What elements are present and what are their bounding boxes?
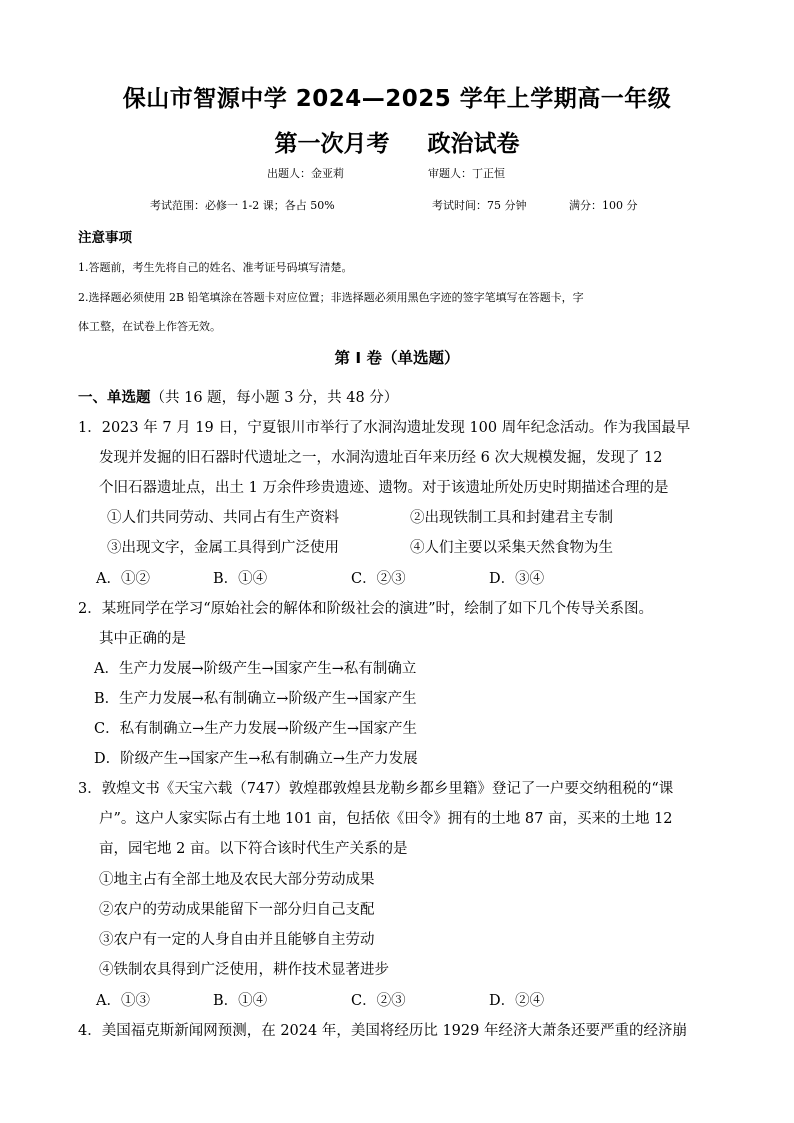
exam-score: 满分：100 分 bbox=[569, 199, 638, 212]
exam-scope: 考试范围：必修一 1-2 课；各占 50% bbox=[150, 199, 335, 212]
q3-option-b: B．①④ bbox=[213, 993, 268, 1009]
notice-item-1: 1.答题前，考生先将自己的姓名、准考证号码填写清楚。 bbox=[78, 261, 353, 274]
q3-statement-4: ④铁制农具得到广泛使用，耕作技术显著进步 bbox=[99, 962, 389, 978]
q3-stem-line-2: 户”。这户人家实际占有土地 101 亩，包括依《田令》拥有的土地 87 亩，买来的土地 12 bbox=[99, 811, 673, 827]
q2-stem-line-2: 其中正确的是 bbox=[99, 631, 186, 647]
notice-item-2-line-2: 体工整，在试卷上作答无效。 bbox=[78, 320, 221, 333]
exam-subtitle-left: 第一次月考 bbox=[274, 131, 390, 157]
exam-subtitle-right: 政治试卷 bbox=[427, 131, 520, 157]
q2-option-c: C．私有制确立→生产力发展→阶级产生→国家产生 bbox=[94, 721, 418, 737]
q1-statement-4: ④人们主要以采集天然食物为生 bbox=[410, 540, 613, 556]
q1-option-d: D．③④ bbox=[489, 571, 545, 587]
part-heading bbox=[78, 386, 398, 407]
q1-option-c: C．②③ bbox=[351, 571, 406, 587]
q3-statement-3: ③农户有一定的人身自由并且能够自主劳动 bbox=[99, 932, 375, 948]
notice-heading: 注意事项 bbox=[78, 230, 132, 246]
reviewer-label: 审题人：丁正恒 bbox=[428, 167, 505, 180]
q1-stem-line-3: 个旧石器遗址点，出土 1 万余件珍贵遗迹、遗物。对于该遗址所处历史时期描述合理的是 bbox=[99, 480, 669, 496]
q3-stem-line-1: 3．敦煌文书《天宝六载（747）敦煌郡敦煌县龙勒乡都乡里籍》登记了一户要交纳租税的“课 bbox=[78, 781, 674, 797]
q2-option-a: A．生产力发展→阶级产生→国家产生→私有制确立 bbox=[94, 661, 417, 677]
q3-option-c: C．②③ bbox=[351, 993, 406, 1009]
q3-stem-line-3: 亩，园宅地 2 亩。以下符合该时代生产关系的是 bbox=[99, 841, 408, 857]
setter-label: 出题人：金亚莉 bbox=[267, 167, 344, 180]
notice-item-2-line-1: 2.选择题必须使用 2B 铅笔填涂在答题卡对应位置；非选择题必须用黑色字迹的签字笔填写在答题卡，字 bbox=[78, 291, 584, 304]
exam-time: 考试时间：75 分钟 bbox=[432, 199, 527, 212]
q1-option-b: B．①④ bbox=[213, 571, 268, 587]
q1-statement-3: ③出现文字，金属工具得到广泛使用 bbox=[107, 540, 339, 556]
q3-option-d: D．②④ bbox=[489, 993, 545, 1009]
q1-statement-1: ①人们共同劳动、共同占有生产资料 bbox=[107, 510, 339, 526]
section-title: 第 I 卷（单选题） bbox=[334, 349, 460, 367]
exam-subtitle bbox=[0, 125, 794, 158]
exam-title: 保山市智源中学 2024—2025 学年上学期高一年级 bbox=[122, 86, 672, 112]
q1-stem-line-2: 发现并发掘的旧石器时代遗址之一，水洞沟遗址百年来历经 6 次大规模发掘，发现了 12 bbox=[99, 450, 663, 466]
part-label: 一、单选题 bbox=[78, 390, 151, 406]
q3-option-a: A．①③ bbox=[96, 993, 150, 1009]
q2-option-b: B．生产力发展→私有制确立→阶级产生→国家产生 bbox=[94, 691, 417, 707]
q3-statement-2: ②农户的劳动成果能留下一部分归自己支配 bbox=[99, 902, 375, 918]
q1-option-a: A．①② bbox=[96, 571, 150, 587]
q1-stem-line-1: 1．2023 年 7 月 19 日，宁夏银川市举行了水洞沟遗址发现 100 周年纪念活动。作为我国最早 bbox=[78, 420, 691, 436]
q2-stem-line-1: 2．某班同学在学习“原始社会的解体和阶级社会的演进”时，绘制了如下几个传导关系图。 bbox=[78, 601, 654, 617]
q1-statement-2: ②出现铁制工具和封建君主专制 bbox=[410, 510, 613, 526]
q3-statement-1: ①地主占有全部土地及农民大部分劳动成果 bbox=[99, 872, 375, 888]
q4-stem-line-1: 4．美国福克斯新闻网预测，在 2024 年，美国将经历比 1929 年经济大萧条还要严重的经济崩 bbox=[78, 1023, 687, 1039]
q2-option-d: D．阶级产生→国家产生→私有制确立→生产力发展 bbox=[94, 751, 418, 767]
part-description: （共 16 题，每小题 3 分，共 48 分） bbox=[150, 390, 399, 406]
